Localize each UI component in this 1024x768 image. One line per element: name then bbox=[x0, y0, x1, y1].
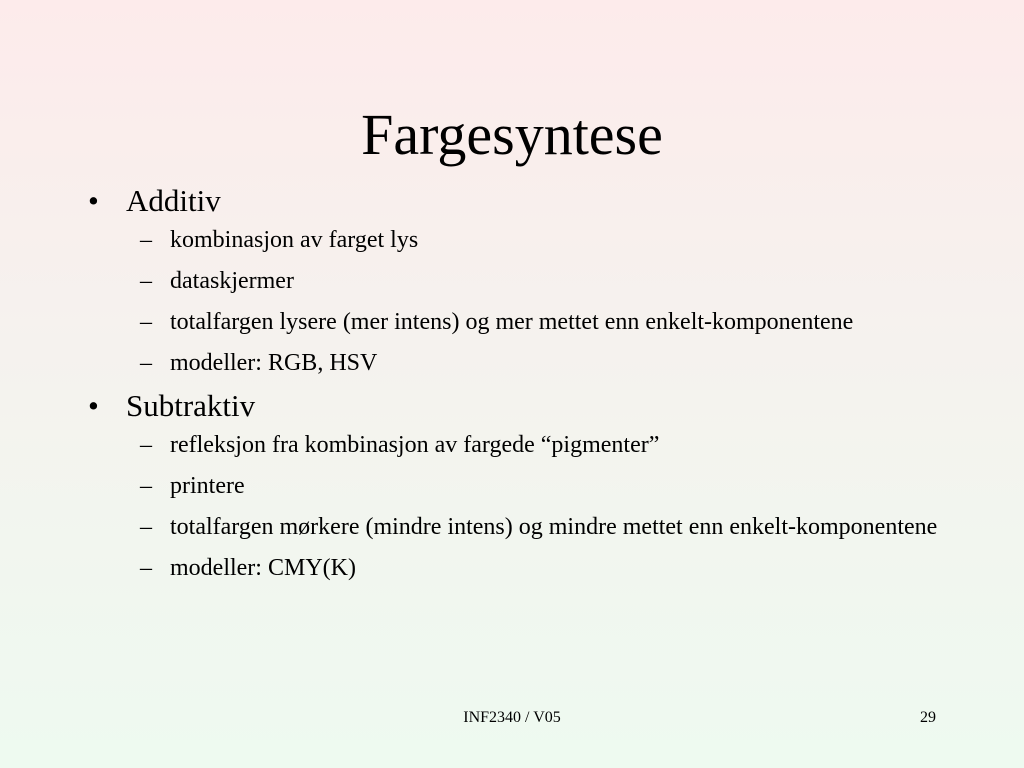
slide-title: Fargesyntese bbox=[361, 102, 663, 167]
slide-content bbox=[86, 184, 946, 594]
sub-item bbox=[126, 347, 946, 379]
bullet-marker: • bbox=[88, 183, 99, 218]
dash-marker: – bbox=[140, 514, 152, 540]
sub-item-text: modeller: RGB, HSV bbox=[170, 350, 378, 376]
bullet-label: Additiv bbox=[126, 183, 221, 218]
sub-item bbox=[126, 552, 946, 584]
sub-item bbox=[126, 511, 946, 543]
sub-item-text: printere bbox=[170, 473, 245, 499]
sub-item bbox=[126, 265, 946, 297]
sub-item-text: modeller: CMY(K) bbox=[170, 555, 356, 581]
sub-item bbox=[126, 470, 946, 502]
dash-marker: – bbox=[140, 309, 152, 335]
dash-marker: – bbox=[140, 268, 152, 294]
bullet-label: Subtraktiv bbox=[126, 388, 256, 423]
sub-item-text: dataskjermer bbox=[170, 268, 294, 294]
sub-item-text: totalfargen lysere (mer intens) og mer mettet enn enkelt-komponentene bbox=[170, 309, 854, 335]
sub-item bbox=[126, 306, 946, 338]
bullet-subtraktiv bbox=[86, 389, 946, 584]
sub-item bbox=[126, 224, 946, 256]
sub-item-text: refleksjon fra kombinasjon av fargede “pigmenter” bbox=[170, 432, 660, 458]
bullet-marker: • bbox=[88, 388, 99, 423]
sub-item bbox=[126, 429, 946, 461]
dash-marker: – bbox=[140, 432, 152, 458]
bullet-additiv bbox=[86, 184, 946, 379]
sub-item-text: kombinasjon av farget lys bbox=[170, 227, 419, 253]
dash-marker: – bbox=[140, 473, 152, 499]
sub-list bbox=[126, 224, 946, 379]
dash-marker: – bbox=[140, 227, 152, 253]
sub-item-text: totalfargen mørkere (mindre intens) og mindre mettet enn enkelt-komponentene bbox=[170, 514, 938, 540]
sub-list bbox=[126, 429, 946, 584]
page-number: 29 bbox=[920, 709, 936, 726]
dash-marker: – bbox=[140, 555, 152, 581]
footer-course: INF2340 / V05 bbox=[463, 709, 561, 726]
dash-marker: – bbox=[140, 350, 152, 376]
